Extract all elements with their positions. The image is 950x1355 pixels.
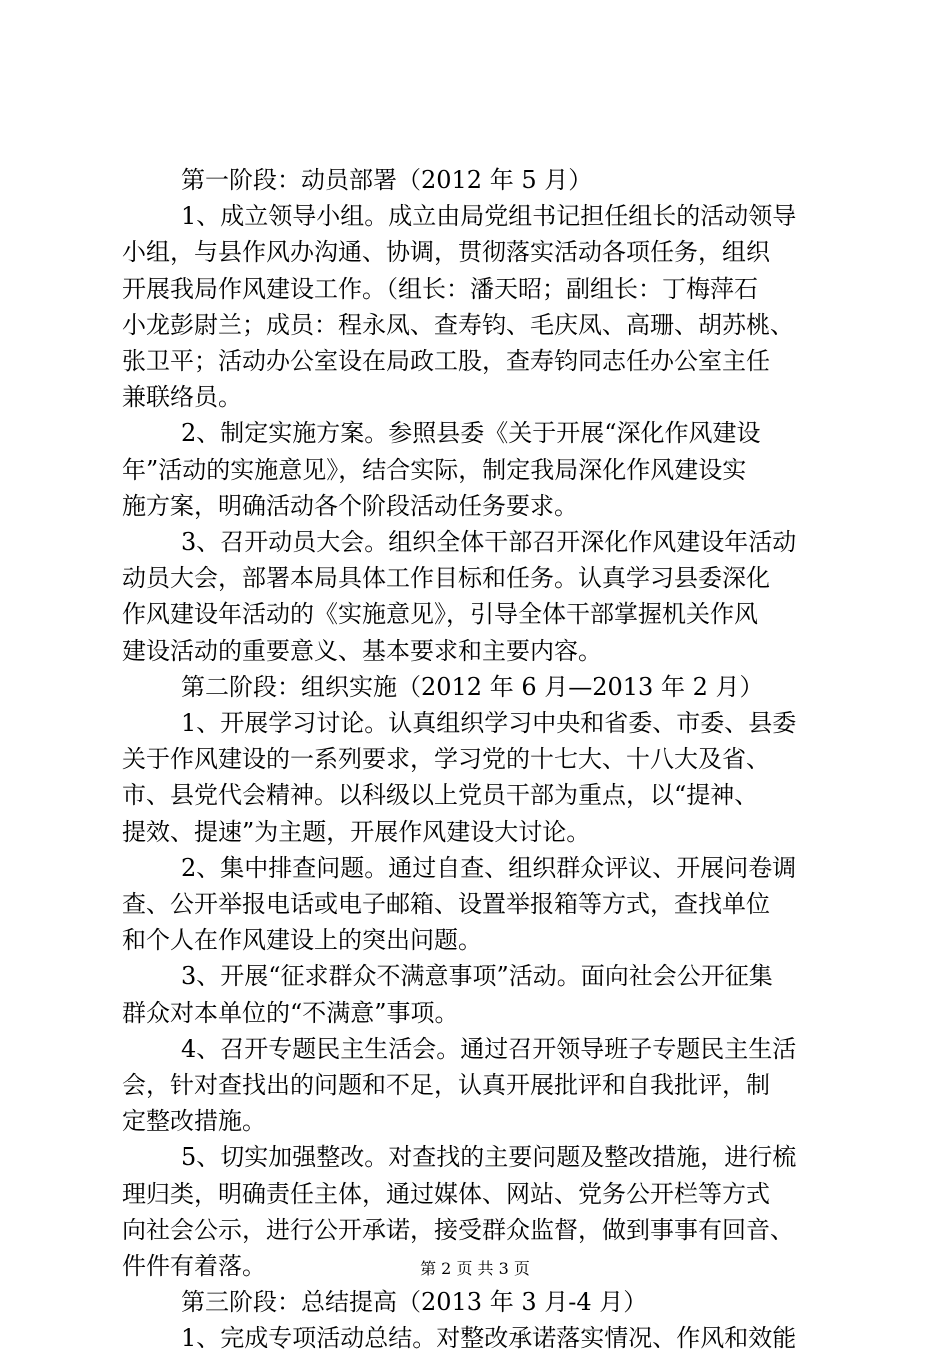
paragraph-line: 5、切实加强整改。对查找的主要问题及整改措施，进行梳	[181, 1143, 797, 1171]
paragraph-line: 提效、提速”为主题，开展作风建设大讨论。	[122, 818, 591, 846]
paragraph-line: 2、集中排查问题。通过自查、组织群众评议、开展问卷调	[181, 854, 797, 882]
heading-stage-1: 第一阶段：动员部署（2012 年 5 月）	[181, 166, 593, 194]
paragraph-line: 动员大会，部署本局具体工作目标和任务。认真学习县委深化	[122, 564, 770, 592]
paragraph-line: 3、召开动员大会。组织全体干部召开深化作风建设年活动	[181, 528, 797, 556]
paragraph-line: 定整改措施。	[122, 1107, 266, 1135]
paragraph-line: 4、召开专题民主生活会。通过召开领导班子专题民主生活	[181, 1035, 797, 1063]
paragraph-line: 查、公开举报电话或电子邮箱、设置举报箱等方式，查找单位	[122, 890, 770, 918]
paragraph-line: 会，针对查找出的问题和不足，认真开展批评和自我批评，制	[122, 1071, 770, 1099]
heading-stage-2: 第二阶段：组织实施（2012 年 6 月—2013 年 2 月）	[181, 673, 764, 701]
heading-stage-3: 第三阶段：总结提高（2013 年 3 月-4 月）	[181, 1288, 648, 1316]
paragraph-line: 1、成立领导小组。成立由局党组书记担任组长的活动领导	[181, 202, 797, 230]
paragraph-line: 和个人在作风建设上的突出问题。	[122, 926, 482, 954]
paragraph-line: 向社会公示，进行公开承诺，接受群众监督，做到事事有回音、	[122, 1216, 794, 1244]
paragraph-line: 群众对本单位的“不满意”事项。	[122, 999, 459, 1027]
paragraph-line: 2、制定实施方案。参照县委《关于开展“深化作风建设	[181, 419, 761, 447]
paragraph-line: 件件有着落。	[122, 1252, 266, 1280]
paragraph-line: 市、县党代会精神。以科级以上党员干部为重点，以“提神、	[122, 781, 759, 809]
paragraph-line: 兼联络员。	[122, 383, 242, 411]
paragraph-line: 理归类，明确责任主体，通过媒体、网站、党务公开栏等方式	[122, 1180, 770, 1208]
paragraph-line: 建设活动的重要意义、基本要求和主要内容。	[122, 637, 602, 665]
paragraph-line: 张卫平；活动办公室设在局政工股，查寿钧同志任办公室主任	[122, 347, 770, 375]
paragraph-line: 小龙彭尉兰；成员：程永凤、查寿钧、毛庆凤、高珊、胡苏桃、	[122, 311, 794, 339]
paragraph-line: 年”活动的实施意见》，结合实际，制定我局深化作风建设实	[122, 456, 747, 484]
paragraph-line: 1、开展学习讨论。认真组织学习中央和省委、市委、县委	[181, 709, 797, 737]
paragraph-line: 开展我局作风建设工作。（组长：潘天昭；副组长：丁梅萍石	[122, 275, 758, 303]
paragraph-line: 关于作风建设的一系列要求，学习党的十七大、十八大及省、	[122, 745, 770, 773]
page-footer: 第 2 页 共 3 页	[420, 1259, 530, 1278]
paragraph-line: 施方案，明确活动各个阶段活动任务要求。	[122, 492, 578, 520]
paragraph-line: 3、开展“征求群众不满意事项”活动。面向社会公开征集	[181, 962, 773, 990]
paragraph-line: 作风建设年活动的《实施意见》，引导全体干部掌握机关作风	[122, 600, 758, 628]
paragraph-line: 小组，与县作风办沟通、协调，贯彻落实活动各项任务，组织	[122, 238, 770, 266]
paragraph-line: 1、完成专项活动总结。对整改承诺落实情况、作风和效能	[181, 1324, 797, 1352]
